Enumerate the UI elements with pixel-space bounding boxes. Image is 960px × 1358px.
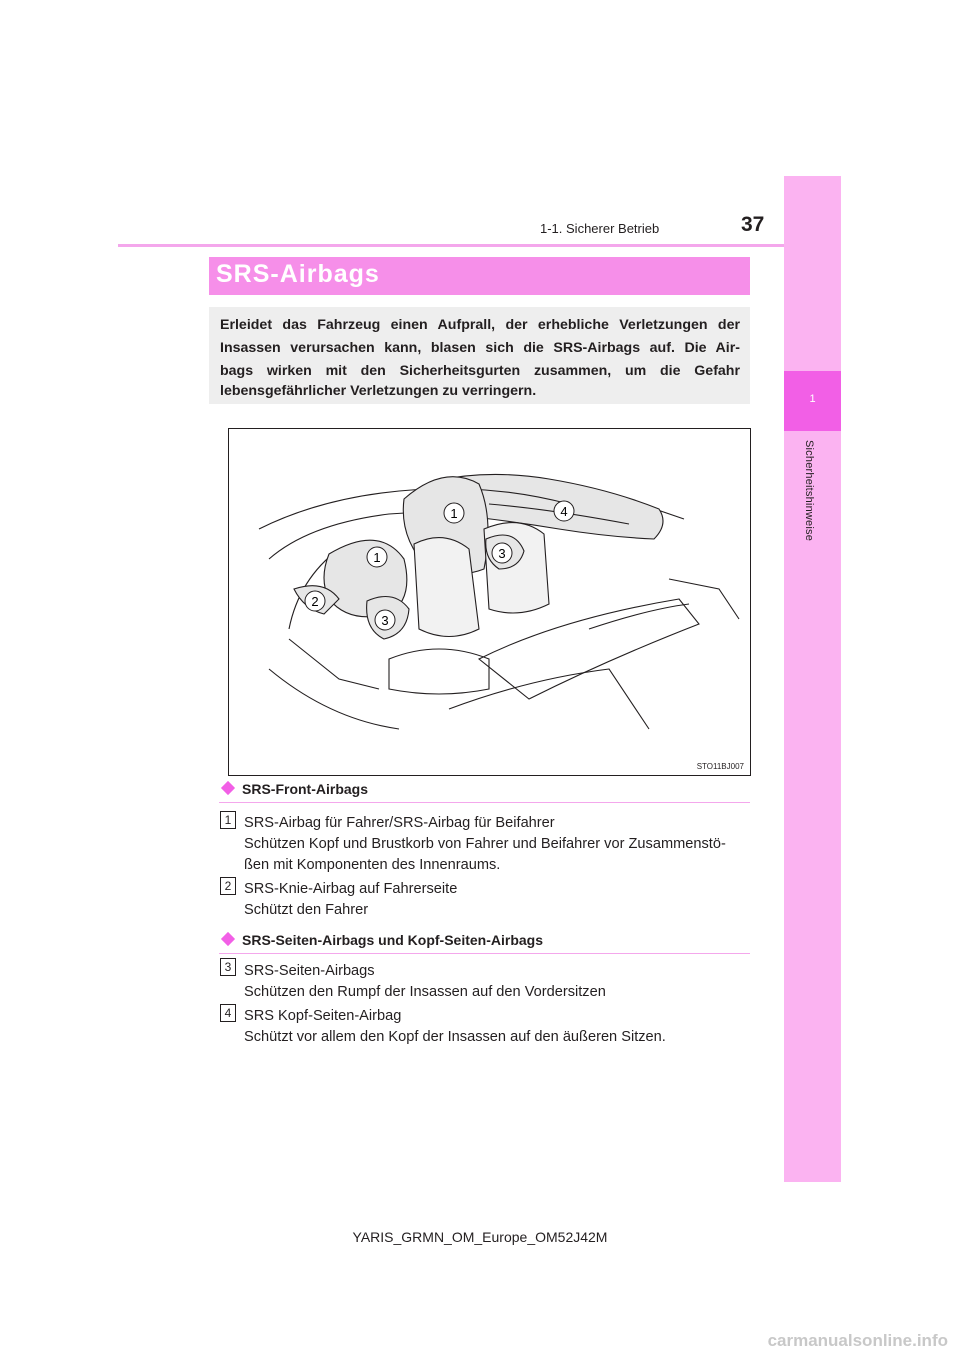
item-text: Schützen Kopf und Brustkorb von Fahrer und Beifahrer vor Zusammenstö- bbox=[244, 836, 726, 852]
svg-text:1: 1 bbox=[373, 550, 381, 565]
callout-4 bbox=[554, 501, 574, 521]
item-number-box: 1 bbox=[220, 811, 236, 829]
diamond-bullet-icon bbox=[221, 932, 235, 946]
page-number: 37 bbox=[741, 213, 765, 236]
svg-text:1: 1 bbox=[450, 506, 458, 521]
chapter-number: 1 bbox=[809, 393, 816, 405]
svg-text:4: 4 bbox=[560, 504, 568, 519]
page-title: SRS-Airbags bbox=[216, 260, 380, 288]
illustration-code: STO11BJ007 bbox=[696, 762, 744, 771]
intro-line: bags wirken mit den Sicherheitsgurten zusammen, um die Gefahr bbox=[220, 363, 740, 379]
document-footer: YARIS_GRMN_OM_Europe_OM52J42M bbox=[352, 1229, 608, 1245]
section-heading: SRS-Front-Airbags bbox=[219, 781, 368, 797]
section-rule bbox=[219, 802, 750, 803]
section-heading: SRS-Seiten-Airbags und Kopf-Seiten-Airbags bbox=[219, 932, 543, 948]
callout-2 bbox=[305, 591, 325, 611]
callout-1-driver bbox=[367, 547, 387, 567]
item-title: SRS-Airbag für Fahrer/SRS-Airbag für Beifahrer bbox=[244, 815, 555, 831]
header-rule bbox=[118, 244, 784, 247]
callout-3-passenger bbox=[492, 543, 512, 563]
callout-3-driver bbox=[375, 610, 395, 630]
item-number-box: 3 bbox=[220, 958, 236, 976]
svg-text:2: 2 bbox=[311, 594, 319, 609]
watermark: carmanualsonline.info bbox=[767, 1331, 948, 1350]
svg-text:3: 3 bbox=[381, 613, 389, 628]
diamond-bullet-icon bbox=[221, 781, 235, 795]
svg-text:3: 3 bbox=[498, 546, 506, 561]
chapter-label: Sicherheitshinweise bbox=[803, 440, 815, 542]
item-number-box: 4 bbox=[220, 1004, 236, 1022]
chapter-side-tab bbox=[784, 176, 841, 1182]
item-number-box: 2 bbox=[220, 877, 236, 895]
item-title: SRS Kopf-Seiten-Airbag bbox=[244, 1008, 402, 1024]
item-text: Schützen den Rumpf der Insassen auf den Vordersitzen bbox=[244, 984, 606, 1000]
airbag-illustration bbox=[228, 428, 751, 776]
item-text: Schützt vor allem den Kopf der Insassen auf den äußeren Sitzen. bbox=[244, 1029, 666, 1045]
intro-line: lebensgefährlicher Verletzungen zu verringern. bbox=[220, 383, 537, 399]
section-label: 1-1. Sicherer Betrieb bbox=[540, 221, 660, 236]
item-title: SRS-Knie-Airbag auf Fahrerseite bbox=[244, 881, 458, 897]
item-title: SRS-Seiten-Airbags bbox=[244, 963, 375, 979]
callout-1-passenger bbox=[444, 503, 464, 523]
section-rule bbox=[219, 953, 750, 954]
item-text: Schützt den Fahrer bbox=[244, 902, 369, 918]
intro-line: Insassen verursachen kann, blasen sich die SRS-Airbags auf. Die Air- bbox=[220, 340, 740, 356]
car-interior-drawing bbox=[229, 429, 750, 775]
intro-line: Erleidet das Fahrzeug einen Aufprall, der erhebliche Verletzungen der bbox=[220, 317, 740, 333]
item-text: ßen mit Komponenten des Innenraums. bbox=[244, 857, 501, 873]
